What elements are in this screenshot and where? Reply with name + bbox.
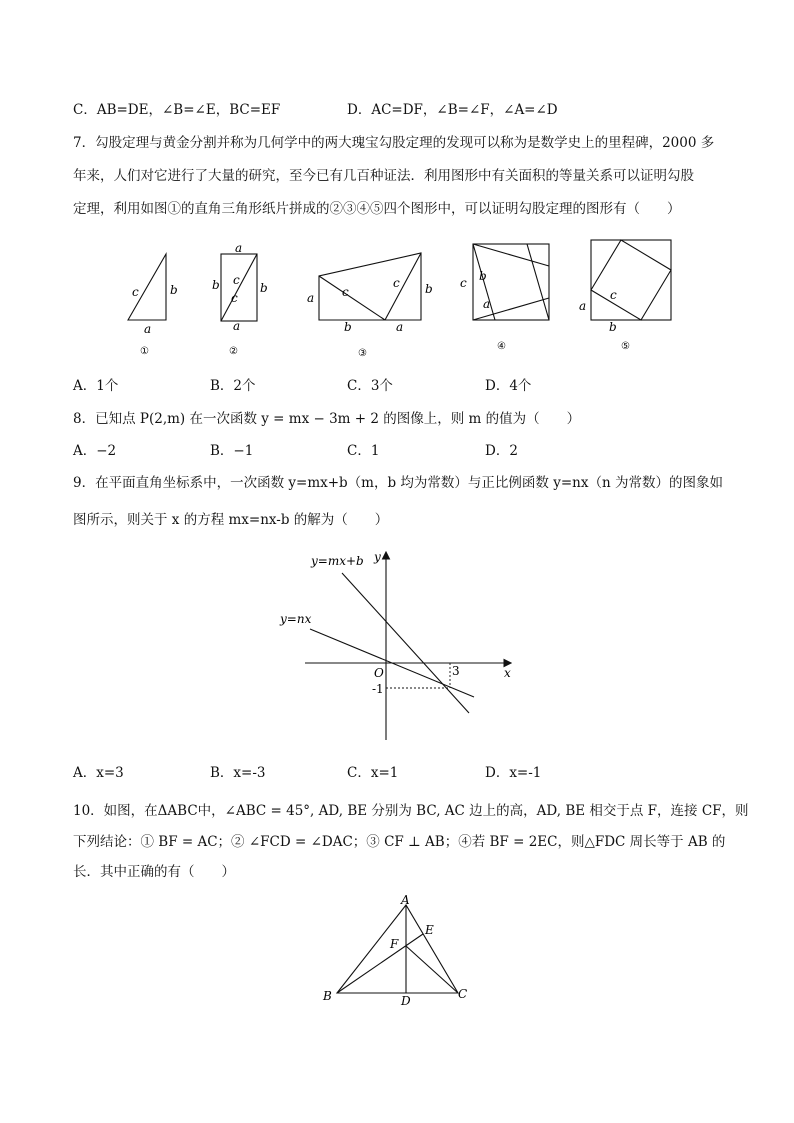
q8-option-a: A．−2	[73, 443, 117, 459]
label-y-axis: y	[374, 550, 381, 564]
q10-text-line1: 10．如图，在ΔABC中，∠ABC = 45°, AD, BE 分别为 BC, AC 边上的高，AD, BE 相交于点 F，连接 CF，则	[73, 803, 749, 819]
point-f: F	[390, 937, 399, 951]
fig5-label-a: a	[579, 299, 587, 313]
label-origin: O	[374, 666, 384, 680]
q8-option-d: D．2	[485, 443, 518, 459]
q10-text-line3: 长．其中正确的有（ ）	[73, 864, 235, 880]
q6-option-d: D．AC=DF，∠B=∠F，∠A=∠D	[347, 102, 558, 118]
point-e: E	[425, 923, 434, 937]
q7-figures	[0, 232, 794, 382]
label-y-tick-neg1: -1	[372, 682, 384, 696]
point-b: B	[323, 989, 332, 1003]
q7-text-line3: 定理，利用如图①的直角三角形纸片拼成的②③④⑤四个图形中，可以证明勾股定理的图形有（ ）	[73, 201, 681, 217]
label-x-axis: x	[504, 666, 511, 680]
q9-graph	[270, 545, 530, 745]
fig4-label-c: c	[460, 276, 467, 290]
label-x-tick-3: 3	[452, 664, 460, 678]
fig3-caption: ③	[358, 348, 367, 359]
fig2-label-b-left: b	[212, 278, 220, 292]
q7-option-b: B．2个	[210, 378, 256, 394]
q9-text-line2: 图所示，则关于 x 的方程 mx=nx-b 的解为（ ）	[73, 512, 389, 528]
fig1-caption: ①	[140, 346, 149, 357]
fig1-label-b: b	[170, 283, 178, 297]
label-line-mx-plus-b: y=mx+b	[311, 554, 364, 568]
fig2-label-c-upper: c	[233, 273, 240, 287]
fig3-label-a-left: a	[307, 291, 315, 305]
fig3-label-b-bottom: b	[344, 320, 352, 334]
figure-3-trapezoid	[307, 253, 433, 359]
fig1-label-c: c	[132, 285, 139, 299]
fig5-label-c: c	[610, 288, 617, 302]
q9-option-a: A．x=3	[73, 765, 124, 781]
fig4-label-a: a	[483, 297, 491, 311]
q9-text-line1: 9．在平面直角坐标系中，一次函数 y=mx+b（m，b 均为常数）与正比例函数 y=nx（n 为常数）的图象如	[73, 475, 723, 491]
fig3-label-c-right: c	[393, 276, 400, 290]
point-d: D	[401, 994, 411, 1008]
q6-option-c: C．AB=DE，∠B=∠E，BC=EF	[73, 102, 281, 118]
q8-option-b: B．−1	[210, 443, 254, 459]
q10-text-line2: 下列结论：① BF = AC；② ∠FCD = ∠DAC；③ CF ⊥ AB；④若 BF = 2EC，则△FDC 周长等于 AB 的	[73, 834, 726, 850]
q7-option-c: C．3个	[347, 378, 393, 394]
label-line-nx: y=nx	[280, 612, 312, 626]
fig5-caption: ⑤	[621, 341, 630, 352]
fig3-label-c-left: c	[342, 285, 349, 299]
figure-2-rectangle	[212, 241, 268, 357]
fig2-caption: ②	[229, 346, 238, 357]
fig1-label-a: a	[144, 322, 152, 336]
q10-triangle-figure	[315, 890, 515, 1020]
q7-option-d: D．4个	[485, 378, 532, 394]
fig2-label-c-lower: c	[231, 291, 238, 305]
figure-5-square	[579, 240, 671, 352]
fig4-caption: ④	[497, 341, 506, 352]
figure-1-right-triangle	[128, 254, 178, 357]
fig2-label-a-bottom: a	[233, 319, 241, 333]
q7-option-a: A．1个	[73, 378, 119, 394]
q9-option-c: C．x=1	[347, 765, 399, 781]
segment-cf	[406, 946, 458, 993]
fig3-label-a-bottom: a	[396, 320, 404, 334]
q9-option-d: D．x=-1	[485, 765, 542, 781]
fig4-label-b: b	[479, 269, 487, 283]
altitude-be	[337, 934, 423, 993]
line-mx-plus-b	[342, 573, 469, 713]
q9-option-b: B．x=-3	[210, 765, 266, 781]
figure-4-square	[460, 244, 549, 352]
point-a: A	[401, 893, 410, 907]
q7-text-line2: 年来，人们对它进行了大量的研究，至今已有几百种证法．利用图形中有关面积的等量关系可以证明勾股	[73, 168, 694, 184]
fig2-label-b-right: b	[260, 281, 268, 295]
fig2-label-a-top: a	[235, 241, 243, 255]
fig5-label-b: b	[609, 320, 617, 334]
q7-text-line1: 7．勾股定理与黄金分割并称为几何学中的两大瑰宝勾股定理的发现可以称为是数学史上的里程碑，2000 多	[73, 135, 715, 151]
q8-text: 8．已知点 P(2,m) 在一次函数 y = mx − 3m + 2 的图像上，则 m 的值为（ ）	[73, 411, 581, 427]
point-c: C	[458, 987, 468, 1001]
fig3-label-b-right: b	[425, 282, 433, 296]
q8-option-c: C．1	[347, 443, 380, 459]
